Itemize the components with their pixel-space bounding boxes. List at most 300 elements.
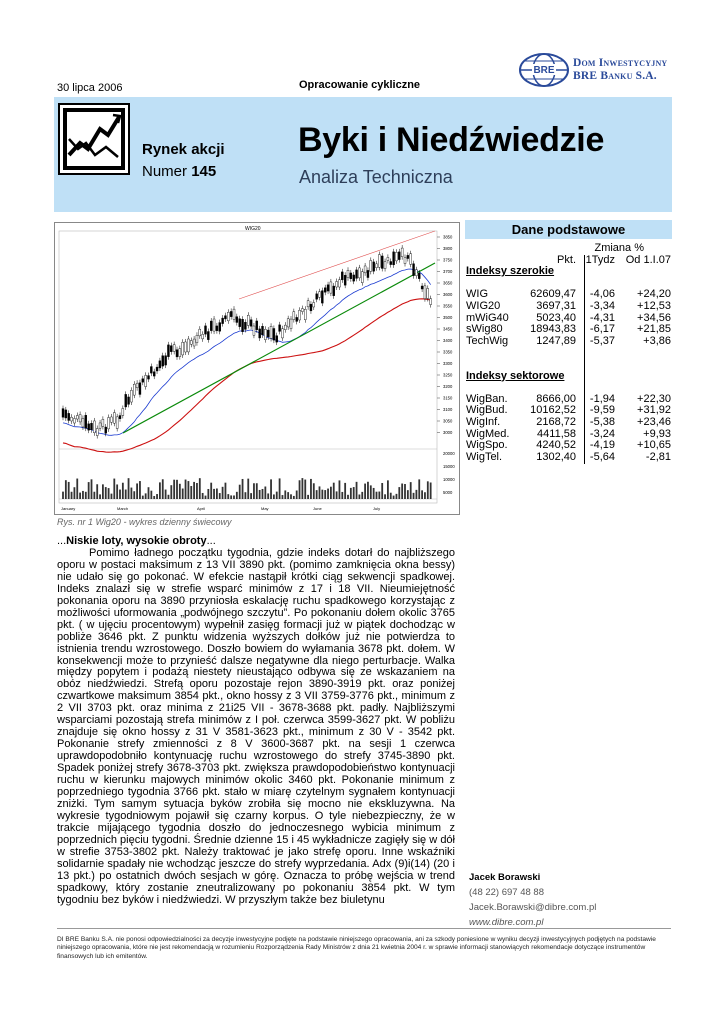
volume-bar — [139, 481, 141, 499]
volume-bar — [282, 495, 284, 499]
sector-pkt: 4411,58 — [537, 427, 576, 440]
sector-name: WigMed. — [466, 427, 510, 440]
candle-body — [390, 262, 392, 265]
volume-bar — [62, 492, 64, 499]
candle-body — [122, 408, 124, 415]
volume-bar — [339, 480, 341, 499]
volume-bar — [296, 491, 298, 499]
volume-bar — [142, 496, 144, 499]
candle-body — [398, 252, 400, 260]
candle-body — [310, 304, 312, 311]
candle-body — [119, 416, 121, 419]
sector-w: -5,38 — [589, 415, 615, 428]
logo-line2: BRE Banku S.A. — [573, 70, 657, 82]
volume-bar — [401, 484, 403, 499]
candle-body — [427, 288, 429, 298]
y-tick-label: 3100 — [443, 407, 453, 412]
candle-body — [290, 319, 292, 329]
broad-w: -4,06 — [589, 288, 615, 301]
y-tick-label: 3000 — [443, 430, 453, 435]
sector-row — [465, 393, 672, 405]
candle-body — [213, 319, 215, 331]
volume-bar — [93, 492, 95, 499]
candle-body — [110, 417, 112, 422]
sector-pkt: 2168,72 — [536, 415, 576, 428]
volume-bar — [267, 493, 269, 499]
broad-w: -4,31 — [589, 311, 615, 324]
candle-body — [319, 292, 321, 298]
month-label: July — [373, 506, 381, 511]
candle-body — [393, 252, 395, 265]
sector-y: +10,65 — [637, 439, 671, 452]
candle-body — [170, 346, 172, 352]
volume-bar — [321, 490, 323, 499]
volume-bar — [276, 492, 278, 499]
candle-body — [133, 384, 135, 395]
issue-value: 145 — [191, 163, 217, 180]
volume-bar — [398, 487, 400, 499]
volume-bar — [421, 490, 423, 499]
candle-body — [71, 417, 73, 421]
author-block — [469, 870, 596, 930]
sector-w: -4,19 — [589, 439, 615, 452]
volume-bar — [264, 487, 266, 499]
candle-body — [202, 334, 204, 339]
month-label: May — [261, 506, 269, 511]
volume-bar — [150, 491, 152, 499]
candle-body — [102, 419, 104, 426]
month-label: January — [61, 506, 76, 511]
broad-indices-header: Indeksy szerokie — [466, 265, 555, 278]
candle-body — [264, 329, 266, 339]
candle-body — [150, 367, 152, 374]
volume-bar — [133, 491, 135, 499]
volume-bar — [122, 483, 124, 499]
volume-bar — [202, 493, 204, 499]
candle-body — [196, 335, 198, 342]
volume-bar — [65, 480, 67, 499]
volume-bar — [287, 492, 289, 499]
candle-body — [281, 329, 283, 338]
candle-body — [250, 320, 252, 327]
footer-divider — [57, 928, 671, 929]
candle-body — [139, 383, 141, 395]
candle-body — [88, 424, 90, 430]
volume-bar — [270, 479, 272, 499]
y-tick-label: 3600 — [443, 292, 453, 297]
candle-body — [407, 255, 409, 258]
candle-body — [190, 341, 192, 345]
sector-name: WigBan. — [466, 392, 508, 405]
volume-bar — [205, 496, 207, 499]
broad-name: TechWig — [466, 334, 509, 347]
sector-row — [465, 451, 672, 463]
volume-bar — [413, 493, 415, 499]
candle-body — [296, 317, 298, 321]
sector-y: +31,92 — [637, 404, 671, 417]
volume-bar — [427, 481, 429, 499]
section-name: Rynek akcji — [142, 141, 225, 158]
candle-body — [350, 273, 352, 279]
candle-body — [182, 342, 184, 355]
candle-body — [199, 329, 201, 336]
broad-y: +12,53 — [637, 299, 671, 312]
author-website[interactable]: www.dibre.com.pl — [469, 917, 544, 928]
candle-body — [415, 270, 417, 276]
volume-bar — [210, 483, 212, 499]
volume-bar — [404, 484, 406, 499]
disclaimer: DI BRE Banku S.A. nie ponosi odpowiedzialności za decyzje inwestycyjne podjęte na podstawie niniejszego opracowania, ani za szkody poniesione w wyniku decyzji inwestycyjnych podjętych na podstawie niniejszego opracowania, które nie jest rekomendacją w rozumieniu Rozporządzenia Rady Ministrów z dnia 21 kwietnia 2004 r. w sprawie informacji stanowiących rekomendacje dotyczące instrumentów finansowych lub ich emitentów. — [57, 936, 656, 960]
volume-bar — [324, 490, 326, 499]
candle-body — [356, 270, 358, 278]
candle-body — [344, 275, 346, 285]
volume-bar — [219, 493, 221, 499]
volume-tick-label: 5000 — [443, 490, 453, 495]
volume-bar — [327, 489, 329, 499]
candle-body — [276, 336, 278, 342]
bull-bear-chart-icon — [58, 103, 130, 175]
volume-bar — [279, 478, 281, 499]
volume-bar — [384, 494, 386, 499]
volume-bar — [347, 495, 349, 499]
volume-bar — [233, 495, 235, 499]
volume-bar — [185, 480, 187, 499]
candle-body — [361, 272, 363, 283]
candle-body — [148, 376, 150, 380]
candle-body — [76, 416, 78, 420]
candle-body — [105, 427, 107, 433]
volume-bar — [207, 489, 209, 499]
volume-bar — [113, 479, 115, 499]
volume-bar — [196, 483, 198, 499]
month-label: June — [313, 506, 322, 511]
volume-bar — [253, 483, 255, 499]
volume-bar — [179, 484, 181, 499]
y-tick-label: 3700 — [443, 269, 453, 274]
broad-y: +34,56 — [637, 311, 671, 324]
sector-pkt: 8666,00 — [536, 392, 576, 405]
candle-body — [176, 350, 178, 357]
chart-caption: Rys. nr 1 Wig20 - wykres dzienny świecowy — [57, 517, 232, 527]
volume-bar — [242, 479, 244, 499]
sector-row — [465, 428, 672, 440]
candle-body — [207, 332, 209, 340]
candle-body — [256, 321, 258, 330]
volume-bar — [316, 490, 318, 499]
candle-body — [233, 309, 235, 319]
candle-body — [336, 281, 338, 287]
volume-bar — [299, 480, 301, 499]
candle-body — [142, 379, 144, 382]
candle-body — [259, 329, 261, 338]
volume-bar — [250, 493, 252, 499]
volume-bar — [319, 486, 321, 499]
candle-body — [321, 291, 323, 303]
volume-bar — [356, 482, 358, 499]
candle-body — [330, 282, 332, 293]
volume-bar — [116, 484, 118, 499]
volume-bar — [247, 479, 249, 499]
volume-bar — [148, 487, 150, 499]
sector-indices-header: Indeksy sektorowe — [466, 369, 565, 382]
volume-bar — [222, 487, 224, 499]
candle-body — [162, 356, 164, 366]
volume-bar — [102, 484, 104, 499]
volume-bar — [216, 488, 218, 499]
candle-body — [370, 260, 372, 271]
y-tick-label: 3750 — [443, 257, 453, 263]
candle-body — [401, 248, 403, 257]
volume-bar — [370, 485, 372, 499]
candle-body — [381, 256, 383, 268]
logo-text — [573, 57, 667, 83]
candle-body — [73, 418, 75, 423]
sector-name: WigBud. — [466, 404, 508, 417]
volume-bar — [396, 494, 398, 499]
candle-body — [430, 299, 432, 305]
sector-y: -2,81 — [645, 450, 671, 463]
candle-body — [413, 264, 415, 276]
volume-bar — [159, 482, 161, 499]
report-date: 30 lipca 2006 — [57, 82, 123, 94]
y-tick-label: 3800 — [443, 246, 453, 251]
candle-body — [376, 264, 378, 268]
candle-body — [93, 421, 95, 433]
y-tick-label: 3250 — [443, 372, 453, 378]
month-label: March — [117, 506, 129, 511]
y-tick-label: 3500 — [443, 315, 453, 320]
col-week-header: 1Tydz — [585, 253, 615, 266]
volume-bar — [390, 493, 392, 499]
volume-bar — [239, 485, 241, 499]
candle-body — [293, 312, 295, 320]
sector-w: -9,59 — [589, 404, 615, 417]
candle-body — [279, 325, 281, 332]
candle-body — [384, 262, 386, 269]
candle-body — [244, 322, 246, 329]
candle-body — [236, 317, 238, 323]
candle-body — [341, 272, 343, 280]
y-tick-label: 3050 — [443, 418, 453, 424]
candle-body — [316, 294, 318, 299]
candle-body — [222, 318, 224, 324]
volume-bar — [307, 495, 309, 499]
candle-body — [193, 339, 195, 346]
candle-body — [239, 319, 241, 327]
candle-body — [367, 270, 369, 277]
volume-bar — [193, 482, 195, 499]
broad-pkt: 5023,40 — [536, 311, 576, 324]
candle-body — [313, 303, 315, 307]
volume-tick-label: 20000 — [443, 451, 455, 456]
candle-body — [247, 315, 249, 325]
candle-body — [230, 311, 232, 316]
candle-body — [65, 410, 67, 418]
volume-bar — [359, 494, 361, 499]
volume-bar — [188, 481, 190, 499]
candle-body — [156, 367, 158, 371]
volume-bar — [410, 482, 412, 499]
broad-y: +3,86 — [643, 334, 671, 347]
volume-bar — [373, 488, 375, 499]
candle-body — [187, 339, 189, 352]
candle-body — [424, 286, 426, 299]
volume-bar — [76, 479, 78, 499]
volume-bar — [367, 482, 369, 499]
y-tick-label: 3350 — [443, 349, 453, 355]
candle-body — [179, 349, 181, 357]
volume-bar — [302, 478, 304, 499]
volume-bar — [91, 479, 93, 499]
article-headline: ...Niskie loty, wysokie obroty... — [57, 535, 216, 547]
author-phone: (48 22) 697 48 88 — [469, 887, 545, 898]
candle-body — [68, 413, 70, 420]
basic-data-header: Dane podstawowe — [465, 220, 672, 239]
sector-name: WigSpo. — [466, 439, 508, 452]
article-body: Pomimo ładnego początku tygodnia, gdzie indeks dotarł do najbliższego oporu w postaci maksimum z 13 VII 3890 pkt. (pomimo zamknięcia okna bessy) nie udało się go pokonać. W efekcie nastąpił krótki ciąg sekwencji spadkowej. Indeks znalazł się w strefie wsparć minimów z 17 i 18 VII. Nieumiejętność pokonania oporu na 3890 przyniosła eskalację ruchu spadkowego korzystając z możliwości uformowania „podwójnego szczytu”. Po pokonaniu dołem okolic 3765 pkt. ( w ujęciu procentowym) wypełnił zasięg formacji już w piątek dochodząc w pobliże 3646 pkt. Z punktu widzenia wyższych dołków już nie potwierdza to istnienia trendu wzrostowego. Doszło bowiem do wyłamania 3678 pkt. dołem. W konsekwencji może to przynieść dalsze negatywne dla niego perturbacje. Walka między popytem i podażą niestety nieustająco odbywa się ze wskazaniem na obóz niedźwiedzi. Strefą oporu pozostaje rejon 3890-3919 pkt. oraz poniżej czwartkowe maksimum 3854 pkt., okno hossy z 3 VII 3759-3776 pkt., minimum z 2 VII 3703 pkt. oraz minima z 21i25 VII - 3678-3688 pkt. padły. Najbliższymi wsparciami pozostają strefa minimów z I poł. czerwca 3599-3627 pkt. W pobliżu znajduje się okno hossy z 31 V 3581-3623 pkt., minimum z 30 V - 3542 pkt. Pokonanie strefy zmienności z 8 V 3600-3687 pkt. na sesji 1 czerwca uprawdopodobniło kontynuację ruchu wzrostowego do strefy 3745-3890 pkt. Spadek poniżej strefy 3678-3703 pkt. zwiększa prawdopodobieństwo kontynuacji ruchu w kierunku majowych minimów okolic 3460 pkt. Pokonanie minimum z poprzedniego tygodnia 3766 pkt. stało w miarę czytelnym sygnałem kontynuacji zniżki. Tym samym sytuacja byków zrobiła się mocno nie ekskluzywna. Na wykresie tygodniowym pojawił się czarny korpus. O tyle niebezpieczny, że w trakcie mijającego tygodnia doszło do jednoczesnego wybicia minimum z poprzednich pięciu tygodni. Średnie dzienne 15 i 45 wykładnicze zagięły się w dół w strefie 3753-3802 pkt. Należy traktować je jako strefę oporu. Inne wskaźniki solidarnie spadały nie wchodząc jeszcze do strefy wyprzedania. Adx (9)i(14) (20 i 13 pkt.) po ostatnich dwóch sesjach w górę. Oznacza to próbę wejścia w trend spadkowy, który zostanie zneutralizowany po pokonaniu 3854 pkt. W tym tygodniu bez byków i niedźwiedzi. W przyszłym także bez biuletynu — [57, 546, 455, 906]
broad-name: sWig80 — [466, 323, 503, 336]
page-subtitle: Analiza Techniczna — [299, 167, 453, 187]
volume-bar — [387, 480, 389, 499]
candle-body — [353, 275, 355, 281]
volume-bar — [273, 494, 275, 499]
issue-label: Numer — [142, 163, 188, 180]
volume-bar — [333, 483, 335, 499]
volume-bar — [290, 494, 292, 499]
sector-row — [465, 416, 672, 428]
volume-bar — [381, 483, 383, 499]
broad-row — [465, 288, 672, 300]
candle-body — [299, 310, 301, 320]
candle-body — [96, 429, 98, 436]
candle-body — [307, 301, 309, 307]
issue-number — [142, 163, 216, 180]
volume-bar — [416, 490, 418, 499]
month-label: April — [197, 506, 206, 511]
volume-bar — [168, 495, 170, 499]
candle-body — [82, 418, 84, 427]
sector-y: +9,93 — [643, 427, 671, 440]
candle-body — [165, 356, 167, 365]
volume-bar — [313, 483, 315, 499]
candle-body — [159, 361, 161, 368]
volume-bar — [85, 492, 87, 499]
candle-body — [216, 326, 218, 331]
volume-bar — [111, 494, 113, 499]
candle-body — [130, 390, 132, 402]
volume-bar — [378, 492, 380, 499]
candle-body — [205, 326, 207, 334]
volume-bar — [262, 489, 264, 499]
candle-body — [219, 323, 221, 332]
candle-body — [395, 252, 397, 261]
candle-body — [242, 319, 244, 331]
candle-body — [125, 394, 127, 407]
candle-body — [284, 325, 286, 330]
volume-bar — [125, 490, 127, 499]
y-tick-label: 3450 — [443, 326, 453, 332]
volume-bar — [245, 492, 247, 499]
y-tick-label: 3400 — [443, 338, 453, 343]
article — [57, 536, 455, 907]
broad-name: WIG20 — [466, 299, 501, 312]
volume-bar — [393, 496, 395, 499]
author-email[interactable]: Jacek.Borawski@dibre.com.pl — [469, 902, 597, 913]
volume-bar — [170, 485, 172, 499]
volume-bar — [153, 496, 155, 499]
broad-row — [465, 323, 672, 335]
volume-bar — [344, 483, 346, 499]
volume-bar — [165, 490, 167, 499]
broad-row — [465, 300, 672, 312]
candle-body — [418, 273, 420, 278]
volume-bar — [230, 495, 232, 499]
candle-body — [270, 326, 272, 338]
broad-w: -3,34 — [589, 299, 615, 312]
candle-body — [404, 257, 406, 263]
volume-bar — [256, 483, 258, 499]
volume-bar — [227, 494, 229, 499]
broad-pkt: 62609,47 — [530, 288, 576, 301]
logo-emblem-text: BRE — [533, 65, 555, 76]
candle-body — [136, 383, 138, 388]
broad-pkt: 3697,31 — [536, 299, 576, 312]
volume-bar — [353, 487, 355, 499]
volume-bar — [430, 482, 432, 499]
author-name: Jacek Borawski — [469, 872, 541, 883]
y-tick-label: 3300 — [443, 361, 453, 366]
volume-bar — [82, 491, 84, 499]
col-ytd-header: Od 1.I.07 — [625, 253, 671, 266]
broad-w: -5,37 — [589, 334, 615, 347]
candle-body — [378, 255, 380, 268]
volume-bar — [74, 487, 76, 499]
volume-bar — [361, 492, 363, 499]
candle-body — [79, 414, 81, 421]
volume-bar — [199, 478, 201, 499]
volume-bar — [259, 490, 261, 499]
candle-body — [347, 270, 349, 278]
volume-bar — [176, 480, 178, 499]
volume-bar — [71, 492, 73, 499]
volume-bar — [284, 490, 286, 499]
sector-w: -3,24 — [589, 427, 615, 440]
sector-row — [465, 439, 672, 451]
volume-bar — [213, 489, 215, 499]
y-tick-label: 3200 — [443, 384, 453, 389]
volume-bar — [145, 493, 147, 499]
sector-pkt: 1302,40 — [536, 450, 576, 463]
candle-body — [287, 319, 289, 327]
volume-bar — [68, 482, 70, 499]
candle-body — [364, 266, 366, 273]
volume-bar — [225, 483, 227, 499]
volume-bar — [131, 488, 133, 499]
candle-body — [273, 328, 275, 340]
candle-body — [185, 342, 187, 352]
y-tick-label: 3850 — [443, 234, 453, 240]
volume-bar — [310, 479, 312, 499]
y-tick-label: 3650 — [443, 280, 453, 286]
candle-body — [327, 285, 329, 291]
candle-body — [338, 280, 340, 287]
candle-body — [421, 286, 423, 289]
candle-body — [227, 312, 229, 321]
broad-row — [465, 312, 672, 324]
volume-bar — [364, 484, 366, 499]
broad-y: +24,20 — [637, 288, 671, 301]
volume-bar — [79, 493, 81, 499]
